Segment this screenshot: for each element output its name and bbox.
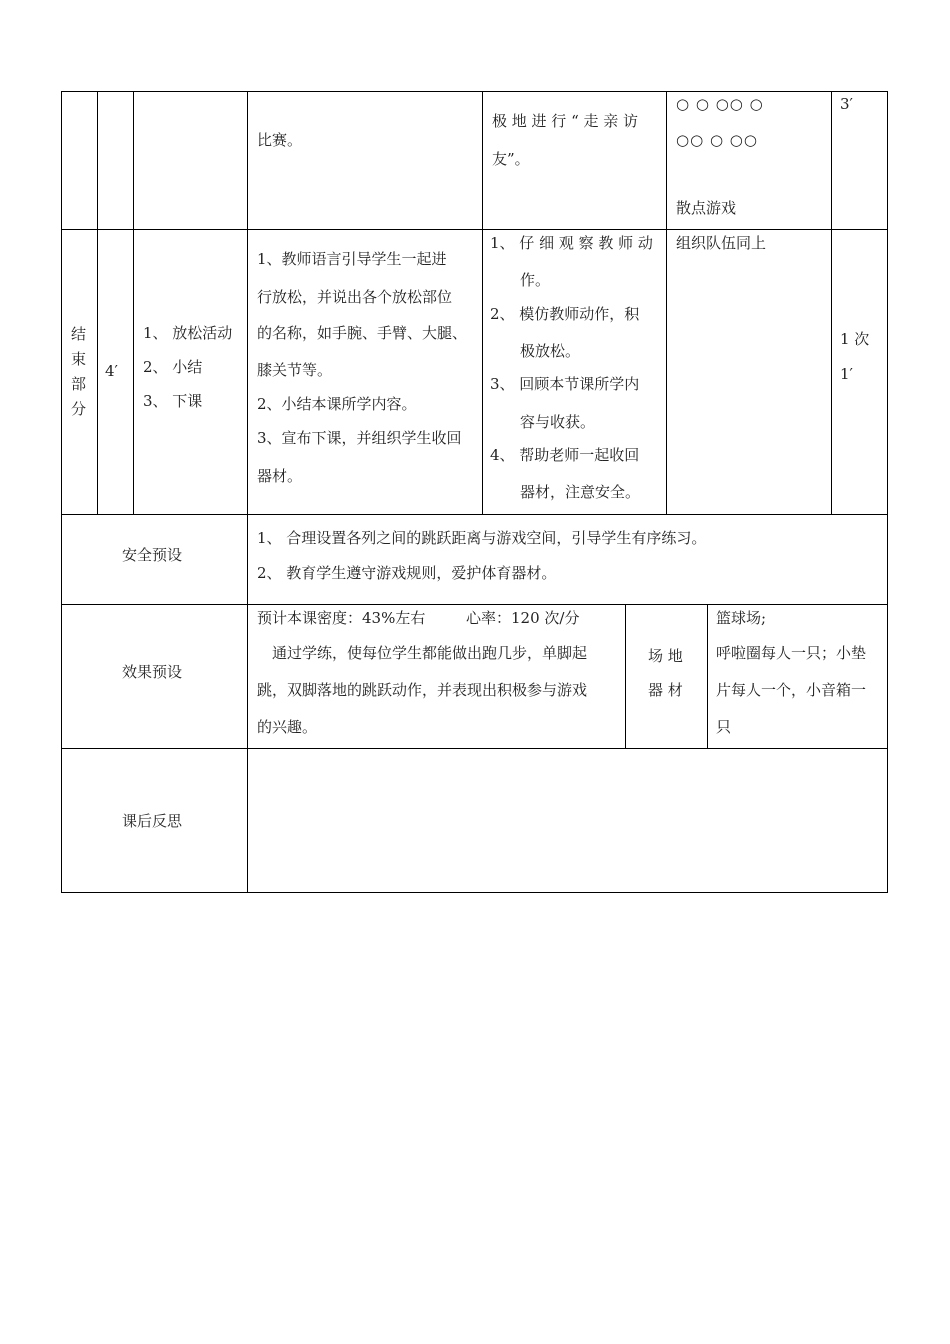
safety-line: 1、 合理设置各列之间的跳跃距离与游戏空间，引导学生有序练习。	[257, 529, 707, 547]
venue-label: 器 材	[648, 681, 683, 699]
table-rule	[61, 604, 888, 605]
safety-label: 安全预设	[122, 546, 183, 564]
equipment-text: 呼啦圈每人一只；小垫	[716, 644, 867, 662]
table-rule	[707, 604, 708, 749]
effect-desc: 的兴趣。	[257, 718, 318, 736]
table-rule	[831, 91, 832, 515]
effect-desc: 跳，双脚落地的跳跃动作，并表现出积极参与游戏	[257, 681, 588, 699]
list-item: 2、 小结	[143, 358, 203, 376]
list-item: 3、 下课	[143, 392, 203, 410]
table-rule	[97, 91, 98, 515]
density-text: 预计本课密度：43%左右	[257, 609, 426, 627]
formation-diagram: ○○ ○ ○○	[676, 131, 758, 149]
safety-line: 2、 教育学生遵守游戏规则，爱护体育器材。	[257, 564, 557, 582]
content-text: 比赛。	[257, 131, 303, 149]
table-rule	[61, 514, 888, 515]
equipment-text: 片每人一个，小音箱一	[716, 681, 867, 699]
formation-label: 散点游戏	[676, 199, 737, 217]
table-border-top	[61, 91, 888, 92]
table-rule	[61, 748, 888, 749]
table-rule	[666, 91, 667, 515]
table-border-left	[61, 91, 62, 893]
effect-label: 效果预设	[122, 663, 183, 681]
table-border-bottom	[61, 892, 888, 893]
count-value: 1 次	[840, 330, 870, 348]
organization-text: 组织队伍同上	[676, 234, 767, 252]
time-value: 1′	[840, 365, 853, 383]
reflection-label: 课后反思	[122, 812, 183, 830]
duration-value: 4′	[105, 362, 118, 380]
table-rule	[625, 604, 626, 749]
venue-label: 场 地	[648, 647, 683, 665]
formation-diagram: ○ ○ ○○ ○	[676, 95, 764, 113]
list-item: 1、 放松活动	[143, 324, 233, 342]
equipment-text: 只	[716, 718, 732, 736]
equipment-text: 篮球场;	[716, 609, 767, 627]
table-rule	[61, 229, 888, 230]
effect-desc: 通过学练，使每位学生都能做出跑几步，单脚起	[272, 644, 588, 662]
student-text: 友”。	[492, 150, 530, 168]
table-rule	[133, 91, 134, 515]
heart-rate-text: 心率：120 次/分	[466, 609, 580, 627]
table-rule	[247, 91, 248, 893]
student-text: 极 地 进 行 “ 走 亲 访	[492, 112, 639, 130]
table-border-right	[887, 91, 888, 893]
time-value: 3′	[840, 95, 853, 113]
table-rule	[482, 91, 483, 515]
